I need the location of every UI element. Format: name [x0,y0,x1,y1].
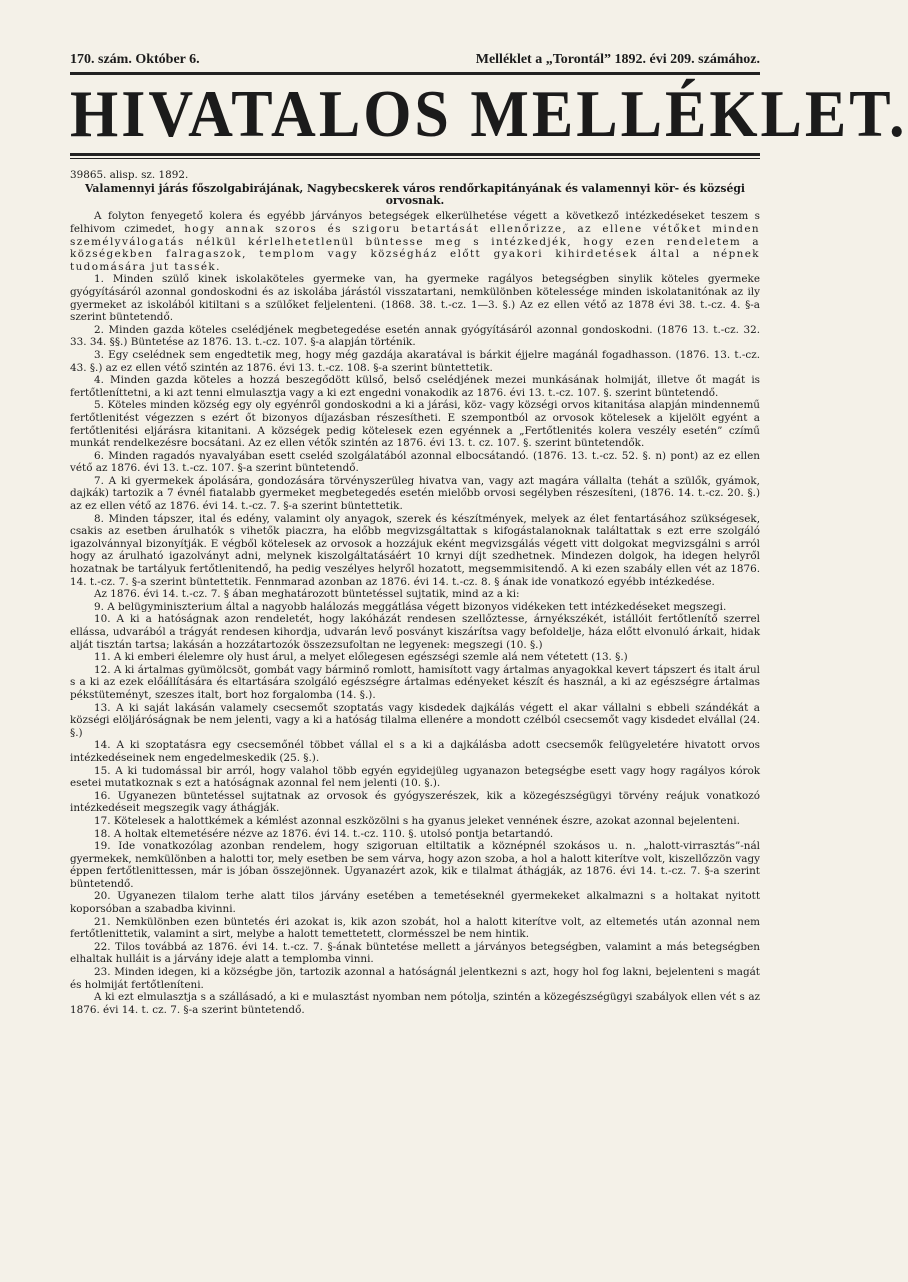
paragraph: 9. A belügyminiszterium által a nagyobb halálozás meggátlása végett bizonyos vidékeken tett intézkedéseket megszegi. [94,600,727,613]
intro-paragraph [70,210,760,273]
paragraph: 10. A ki a hatóságnak azon rendeletét, hogy lakóházát rendesen szellőztesse, árnyékszékét, istállóit fertőtlenítő szerrel ellássa, udvarából a trágyát rendesen kihordja, udvarán levő posványt kiszárítsa vagy befoldelje, háza előtt elvonuló árkait, hidak alját tisztán tartsa; lakásán a hozzátartozók összezsufoltan ne legyenek: megszegi (10. §.) [70,613,760,651]
paragraph: 11. A ki emberi élelemre oly hust árul, a melyet előlegesen egészségi szemle alá nem vétetett (13. §.) [94,651,628,664]
supplement-note: Melléklet a „Torontál” 1892. évi 209. számához. [475,52,760,67]
intro-spaced-text: hogy annak szoros és szigoru betartását ellenőrizze, az ellene vétőket minden személyválogatás nélkül kérlelhetetlenül büntesse meg s intézkedjék, hogy ezen rendeletem a községekben falragaszok, templom vagy községház előtt gyakori kihirdetések által a népnek tudomására jut tassék. [70,223,761,273]
paragraph: 7. A ki gyermekek ápolására, gondozására törvényszerüleg hivatva van, vagy azt magára vállalta (tehát a szülők, gyámok, dajkák) tartozik a 7 évnél fiatalabb gyermeket megbetegedés esetén mielőbb orvosi segélyben részesíteni, (1876. 14. t.-cz. 20. §.) az ez ellen vétő az 1876. évi 14. t.-cz. 7. §-a szerint büntettetik. [70,474,760,513]
paragraph: 5. Köteles minden község egy oly egyénről gondoskodni a ki a járási, köz- vagy községi orvos kitanitása alapján mindennemű fertőtlenitést végezzen s ezért őt bizonyos díjazásban részesítheti. E szempontból az orvosok kötelesek a kijelölt egyént a fertőtlenitési eljárásra kitanitani. A községek pedig kötelesek ezen egyénnek a „Fertőtlenités kolera veszély esetén” czímű munkát rendelkezésre bocsátani. Az ez ellen vétők szintén az 1876. évi 13. t. cz. 107. §. szerint büntetendők. [70,399,760,450]
paragraph: 1. Minden szülő kinek iskolaköteles gyermeke van, ha gyermeke ragályos betegségben sinylik köteles gyermeke gyógyításáról azonnal gondoskodni és az iskolába járástól visszatartani, nemkülönben kötelessége minden iskolatanitónak az ily gyermeket az iskolából kitiltani s a szülőket feljelenteni. (1868. 38. t.-cz. 1—3. §.) Az ez ellen vétő az 1878 évi 38. t.-cz. 4. §-a szerint büntetendő. [70,273,760,324]
paragraph: 16. Ugyanezen büntetéssel sujtatnak az orvosok és gyógyszerészek, kik a közegészségügyi törvény reájuk vonatkozó intézkedéseit megszegik vagy áthágják. [70,789,760,815]
paragraph: 8. Minden tápszer, ital és edény, valamint oly anyagok, szerek és készítmények, melyek az élet fentartásához szükségesek, csakis az esetben árulhatók s vihetők piaczra, ha előbb megvizsgáltattak s kifogástalanoknak találtattak s ezt erre szolgáló igazolvánnyal bizonyítják. E végből kötelesek az orvosok a hozzájuk eként megvizsgálás végett vitt dolgokat megvizsgálni s arról hogy az árulható igazolványt adni, melynek kiszolgáltatásáért 10 krnyi díjt szedhetnek. Mindezen dolgok, ha idegen helyről hozatnak be tartályuk fertőtlenitendő, ha pedig veszélyes helyről hozatott, megsemmisitendő. A ki ezen szabály ellen vét az 1876. 14. t.-cz. 7. §-a szerint büntettetik. Fennmarad azonban az 1876. évi 14. t.-cz. 8. § ának ide vonatkozó egyébb intézkedése. [70,512,760,588]
masthead-rule-thin [70,158,760,159]
issue-number: 170. szám. Október 6. [70,52,200,67]
paragraph: 17. Kötelesek a halottkémek a kémlést azonnal eszközölni s ha gyanus jeleket vennének észre, azokat azonnal bejelenteni. [94,814,740,827]
intro-text: A folyton fenyegető kolera és egyébb járványos betegségek elkerülhetése végett a következő intézkedéseket teszem s felhivom czimedet, [70,210,760,235]
paragraph: 14. A ki szoptatásra egy csecsemőnél többet vállal el s a ki a dajkálásba adott csecsemők felügyeletére hivatott orvos intézkedéseinek nem engedelmeskedik (25. §.). [70,739,760,764]
paragraph: 6. Minden ragadós nyavalyában esett cseléd szolgálatából azonnal elbocsátandó. (1876. 13. t.-cz. 52. §. n) pont) az ez ellen vétő az 1876. évi 13. t.-cz. 107. §-a szerint büntetendő. [70,449,760,475]
issue-header [70,52,760,75]
document-body [70,169,760,1016]
paragraph: 3. Egy cselédnek sem engedtetik meg, hogy még gazdája akaratával is bárkit éjjelre magánál fogadhasson. (1876. 13. t.-cz. 43. §.) az ez ellen vétő szintén az 1876. évi 13. t.-cz. 108. §-a szerint büntettetik. [70,348,760,374]
paragraph: 21. Nemkülönben ezen büntetés éri azokat is, kik azon szobát, hol a halott kiterítve volt, az eltemetés után azonnal nem fertőtlenittetik, valamint a sirt, melybe a halott temettetett, clormésszel be nem hintik. [70,915,760,941]
reference-number: 39865. alisp. sz. 1892. [70,169,189,181]
masthead-rule [70,153,760,156]
paragraph: Az 1876. évi 14. t.-cz. 7. § ában meghatározott büntetéssel sujtatik, mind az a ki: [94,588,520,601]
paragraph-list [70,273,760,1016]
paragraph: 22. Tilos továbbá az 1876. évi 14. t.-cz. 7. §-ának büntetése mellett a járványos betegségben, valamint a más betegségben elhaltak hulláit is a járvány ideje alatt a templomba vinni. [70,940,760,966]
paragraph: 18. A holtak eltemetésére nézve az 1876. évi 14. t.-cz. 110. §. utolsó pontja betartandó. [94,827,554,840]
paragraph: 23. Minden idegen, ki a községbe jön, tartozik azonnal a hatóságnál jelentkezni s azt, hogy hol fog lakni, bejelenteni s magát és holmiját fertőtleníteni. [70,966,760,991]
paragraph: 13. A ki saját lakásán valamely csecsemőt szoptatás vagy kisdedek dajkálás végett el akar vállalni s ebbeli szándékát a községi elöljáróságnak be nem jelenti, vagy a ki a hatóság tilalma ellenére a mondott czélból csecsemőt vagy kisdedet elvállal (24. §.) [70,701,760,739]
paragraph: 15. A ki tudomással bir arról, hogy valahol több egyén egyidejüleg ugyanazon betegségbe esett vagy hogy ragályos kórok esetei mutatkoznak s ezt a hatóságnak azonnal fel nem jelenti (10. §.). [70,764,760,790]
addressee-heading: Valamennyi járás főszolgabirájának, Nagybecskerek város rendőrkapitányának és valamennyi kör- és községi orvosnak. [84,181,745,207]
paragraph: A ki ezt elmulasztja s a szállásadó, a ki e mulasztást nyomban nem pótolja, szintén a közegészségügyi szabályok ellen vét s az 1876. évi 14. t. cz. 7. §-a szerint büntetendő. [70,991,760,1016]
newspaper-page [70,52,908,1016]
paragraph: 19. Ide vonatkozólag azonban rendelem, hogy szigoruan eltiltatik a köznépnél szokásos u. n. „halott-virrasztás”-nál gyermekek, nemkülönben a halotti tor, mely esetben be sem várva, hogy azon szoba, a hol a halott kiterítve volt, kiszellőzzön vagy éppen fertőtlenittessen, már is jóban összejönnek. Ugyanazért azok, kik e tilalmat áthágják, az 1876. évi 14. t.-cz. 7. §-a szerint büntetendő. [70,840,760,890]
masthead-title: HIVATALOS MELLÉKLET. [70,77,908,152]
paragraph: 20. Ugyanezen tilalom terhe alatt tilos járvány esetében a temetéseknél gyermekeket alkalmazni s a holtakat nyitott koporsóban a szabadba kivinni. [70,890,760,916]
paragraph: 12. A ki ártalmas gyümölcsöt, gombát vagy bárminő romlott, hamisított vagy ártalmas anyagokkal kevert tápszert és italt árul s a ki az ezek előállítására és eltartására szolgáló egészségre ártalmas edényeket készít és használ, a ki az egészségre ártalmas pékstüteményt, szeszes italt, bort hoz forgalomba (14. §.). [70,663,760,701]
paragraph: 2. Minden gazda köteles cselédjének megbetegedése esetén annak gyógyításáról azonnal gondoskodni. (1876 13. t.-cz. 32. 33. 34. §§.) Büntetése az 1876. 13. t.-cz. 107. §-a alapján történik. [70,323,760,349]
paragraph: 4. Minden gazda köteles a hozzá beszegődött külső, belső cselédjének mezei munkásának holmiját, illetve őt magát is fertőtleníttetni, a ki azt tenni elmulasztja vagy a ki ezt engedni vonakodik az 1876. évi 13. t.-cz. 107. §. szerint büntetendő. [70,374,760,399]
